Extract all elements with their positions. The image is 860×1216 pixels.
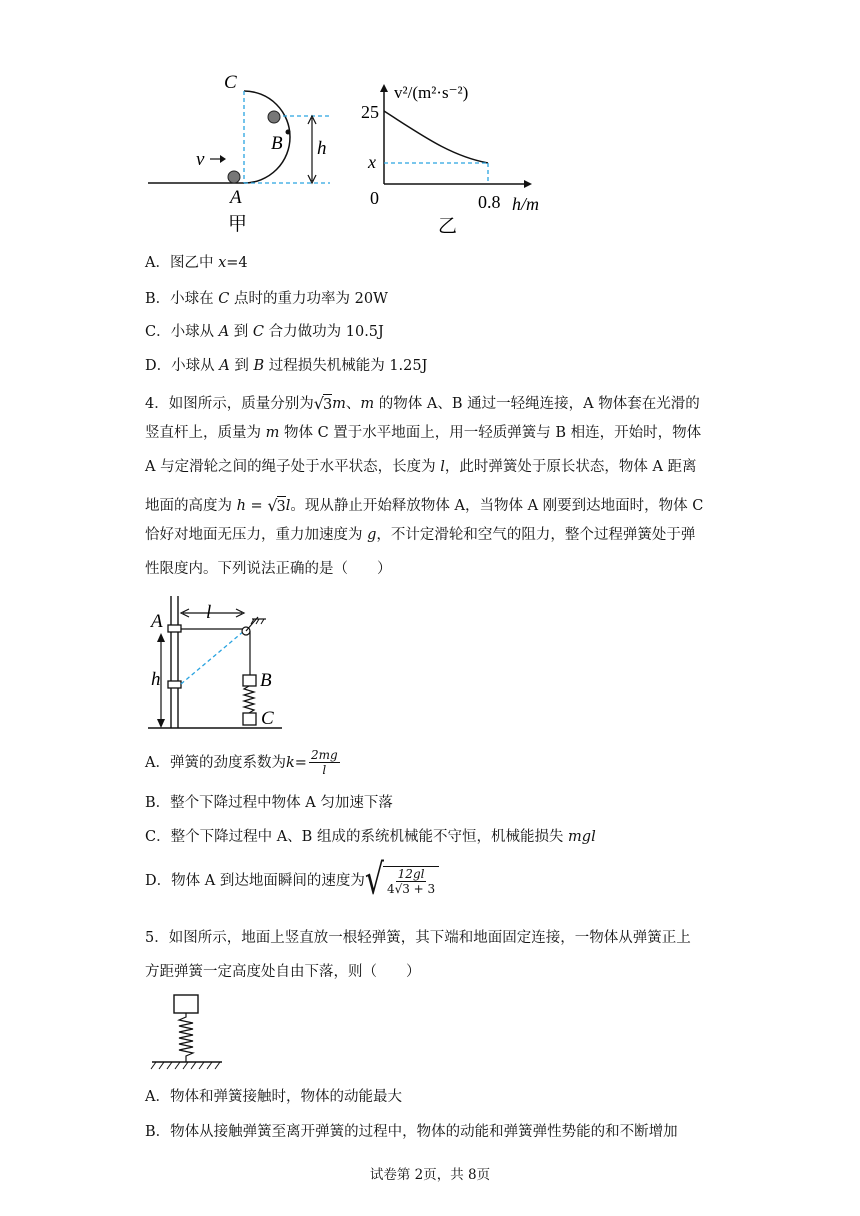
point-c-label: C xyxy=(224,72,237,93)
q4-line-3: A 与定滑轮之间的绳子处于水平状态，长度为 l，此时弹簧处于原长状态，物体 A 距离 xyxy=(145,459,697,475)
fig-label-c: C xyxy=(261,708,274,729)
x-tick-0-8: 0.8 xyxy=(478,192,501,212)
q4-line-6: 性限度内。下列说法正确的是（ ） xyxy=(145,561,392,577)
page-footer: 试卷第 2页，共 8页 xyxy=(369,1167,491,1183)
y-tick-x: x xyxy=(368,152,376,172)
x-axis-label: h/m xyxy=(512,194,539,214)
point-b-label: B xyxy=(271,133,283,154)
fig-label-h: h xyxy=(151,669,161,690)
q4-line-5: 恰好对地面无压力，重力加速度为 g，不计定滑轮和空气的阻力，整个过程弹簧处于弹 xyxy=(145,527,696,543)
q4-line-4: 地面的高度为 h = √ 3 l。现从静止开始释放物体 A，当物体 A 刚要到达地面时，物体 C xyxy=(145,496,704,515)
q3-option-c: C．小球从 A 到 C 合力做功为 10.5J xyxy=(145,324,384,340)
figure-q4 xyxy=(148,593,288,733)
q4-option-c: C．整个下降过程中 A、B 组成的系统机械能不守恒，机械能损失 mgl xyxy=(145,829,596,845)
q4-line-2: 竖直杆上，质量为 m 物体 C 置于水平地面上，用一轻质弹簧与 B 相连，开始时，物体 xyxy=(145,425,702,441)
q5-line-2: 方距弹簧一定高度处自由下落，则（ ） xyxy=(145,964,421,980)
velocity-label: v xyxy=(196,149,205,170)
fig-label-l: l xyxy=(206,602,212,623)
q4-option-b: B．整个下降过程中物体 A 匀加速下落 xyxy=(145,795,393,811)
q5-line-1: 5．如图所示，地面上竖直放一根轻弹簧，其下端和地面固定连接，一物体从弹簧正上 xyxy=(145,930,691,946)
figure-yi-caption: 乙 xyxy=(438,216,458,237)
q5-option-a: A．物体和弹簧接触时，物体的动能最大 xyxy=(145,1089,402,1105)
q4-line-1: 4．如图所示，质量分别为 √ 3 m、m 的物体 A、B 通过一轻绳连接，A 物体套在光滑的 xyxy=(145,394,700,413)
q3-option-b: B．小球在 C 点时的重力功率为 20W xyxy=(145,291,388,307)
q4-option-d: D．物体 A 到达地面瞬间的速度为 √ $\frac{12gl}{4√3 + 3}$ xyxy=(145,866,439,896)
q4-option-a: A．弹簧的劲度系数为 k = $\frac{2mg}{l}$ xyxy=(145,748,338,777)
figure-jia-caption: 甲 xyxy=(228,214,248,235)
fig-label-a: A xyxy=(151,611,163,632)
y-tick-25: 25 xyxy=(361,102,379,122)
height-label: h xyxy=(317,138,327,159)
fig-label-b: B xyxy=(260,670,272,691)
q3-option-a: A．图乙中 x=4 xyxy=(145,255,248,271)
y-axis-label: v²/(m²·s⁻²) xyxy=(394,83,469,102)
figure-yi-graph xyxy=(360,74,560,240)
q5-option-b: B．物体从接触弹簧至离开弹簧的过程中，物体的动能和弹簧弹性势能的和不断增加 xyxy=(145,1124,678,1140)
q3-option-d: D．小球从 A 到 B 过程损失机械能为 1.25J xyxy=(145,358,428,374)
figure-jia xyxy=(140,70,350,240)
point-a-label: A xyxy=(230,187,242,208)
origin-label: 0 xyxy=(370,188,379,208)
figure-q5-spring xyxy=(148,992,228,1072)
